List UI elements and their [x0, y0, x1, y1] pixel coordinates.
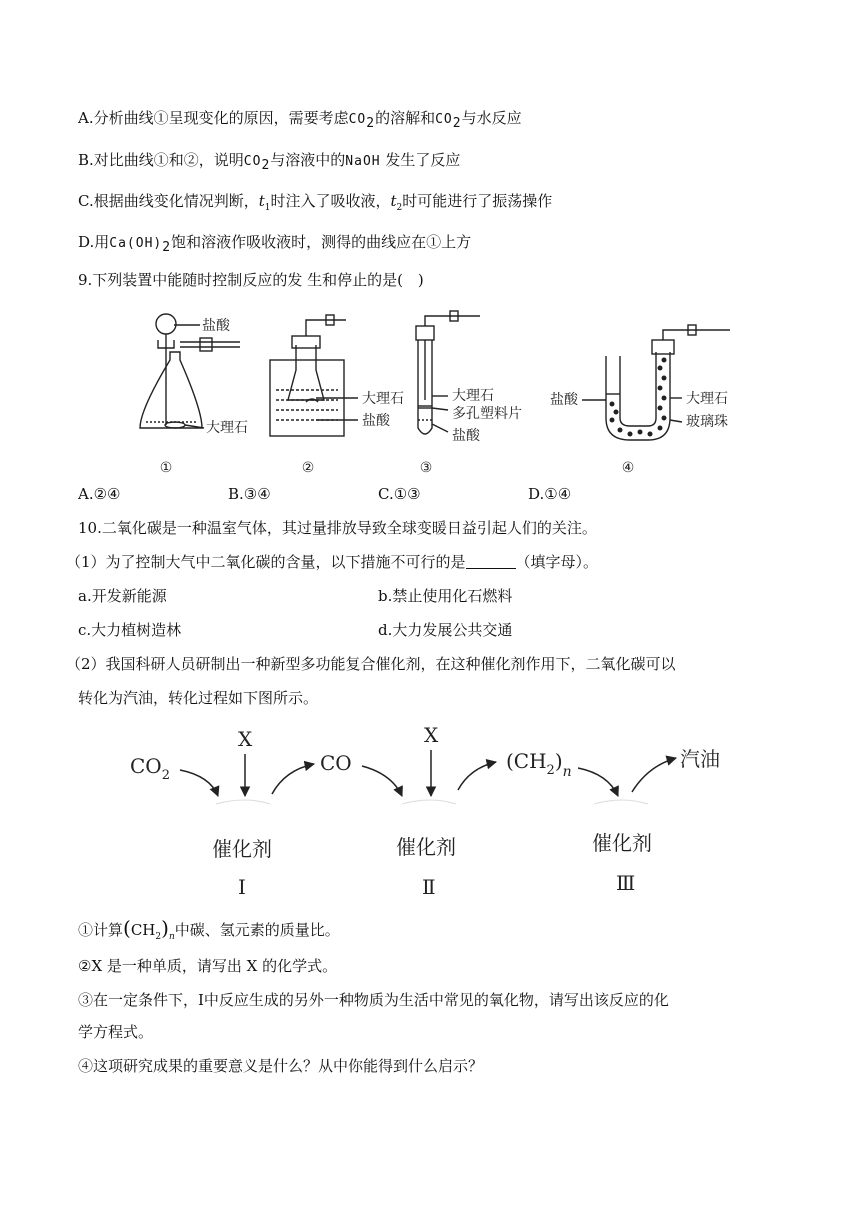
flow-ch2n: $(CH_2)_n$: [506, 749, 572, 780]
stage-1: Ⅰ: [238, 875, 246, 899]
q10-choice-d: d.大力发展公共交通: [378, 621, 513, 639]
q10-part1: （1）为了控制大气中二氧化碳的含量，以下措施不可行的是 （填字母）。: [66, 553, 599, 571]
label-marble-2: 大理石: [362, 391, 404, 407]
q10-part2-line2: 转化为汽油，转化过程如下图所示。: [78, 689, 319, 707]
catalyst-3-label: 催化剂: [592, 831, 652, 855]
q10-choice-a: a.开发新能源: [78, 587, 167, 605]
apparatus-2: [270, 315, 358, 436]
catalyst-2-label: 催化剂: [396, 835, 456, 859]
q10-sub3-line2: 学方程式。: [78, 1023, 154, 1041]
q8-option-a: A.分析曲线①呈现变化的原因，需要考虑$CO_2$的溶解和$CO_2$与水反应: [78, 109, 522, 131]
q10-choice-c: c.大力植树造林: [78, 621, 182, 639]
stage-2: Ⅱ: [422, 875, 436, 899]
label-marble-1: 大理石: [206, 420, 248, 436]
q10-sub1: ①计算$(CH_2)_n$中碳、氢元素的质量比。: [78, 916, 340, 942]
q9-option-c: C.①③: [378, 485, 421, 503]
q8-option-c: C.根据曲线变化情况判断，$t_1$时注入了吸收液，$t_2$时可能进行了振荡操作: [78, 192, 553, 213]
q10-sub3-line1: ③在一定条件下，Ⅰ中反应生成的另外一种物质为生活中常见的氧化物，请写出该反应的化: [78, 991, 669, 1009]
q8-option-b: B.对比曲线①和②，说明$CO_2$与溶液中的NaOH 发生了反应: [78, 151, 461, 173]
label-marble-3: 大理石: [452, 388, 494, 404]
q9-option-a: A.②④: [78, 485, 121, 503]
q8-option-d: D.用$Ca(OH)_2$饱和溶液作吸收液时，测得的曲线应在①上方: [78, 233, 472, 255]
q9-apparatus-figure: [130, 300, 750, 480]
flow-gasoline: 汽油: [680, 747, 720, 771]
answer-blank[interactable]: [466, 554, 516, 569]
flow-x-2: X: [424, 723, 439, 747]
label-marble-4: 大理石: [686, 391, 728, 407]
label-hcl-2: 盐酸: [362, 413, 390, 429]
q10-sub4: ④这项研究成果的重要意义是什么？从中你能得到什么启示？: [78, 1057, 484, 1075]
q10-choice-b: b.禁止使用化石燃料: [378, 587, 513, 605]
apparatus-number-4: ④: [621, 460, 635, 476]
q9-stem: 9.下列装置中能随时控制反应的发 生和停止的是( ): [78, 271, 424, 289]
q10-stem: 10.二氧化碳是一种温室气体，其过量排放导致全球变暖日益引起人们的关注。: [78, 519, 597, 537]
q9-option-d: D.①④: [528, 485, 572, 503]
flow-x-1: X: [238, 727, 253, 751]
glass-beads: [610, 358, 667, 437]
label-hcl-1: 盐酸: [202, 318, 230, 334]
apparatus-number-2: ②: [301, 460, 315, 476]
flow-co2: $CO_2$: [130, 754, 170, 783]
label-glass-4: 玻璃珠: [686, 414, 728, 430]
q10-sub2: ②X 是一种单质，请写出 X 的化学式。: [78, 957, 338, 975]
q10-part2-line1: （2）我国科研人员研制出一种新型多功能复合催化剂，在这种催化剂作用下，二氧化碳可以: [66, 655, 676, 673]
label-porous-3: 多孔塑料片: [452, 406, 522, 422]
conversion-flow-diagram: [120, 718, 740, 902]
catalyst-1-label: 催化剂: [212, 837, 272, 861]
apparatus-number-3: ③: [419, 460, 433, 476]
flow-co: CO: [320, 751, 352, 775]
q9-option-b: B.③④: [228, 485, 271, 503]
label-hcl-3: 盐酸: [452, 428, 480, 444]
stage-3: Ⅲ: [616, 871, 636, 895]
label-hcl-4: 盐酸: [550, 392, 578, 408]
apparatus-number-1: ①: [159, 460, 173, 476]
